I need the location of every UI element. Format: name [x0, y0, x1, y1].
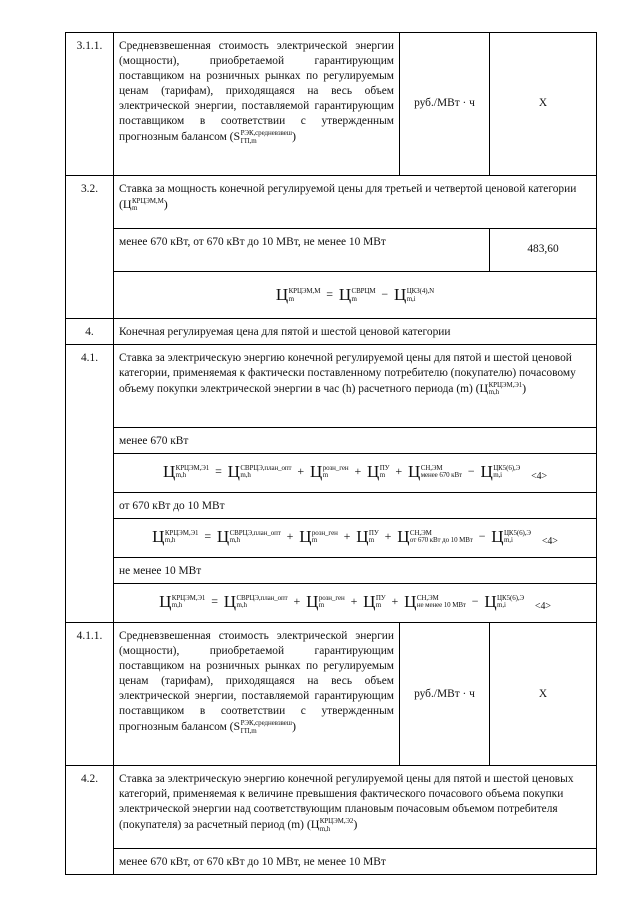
band-row: [66, 493, 597, 519]
row-number: 3.1.1.: [66, 33, 114, 176]
value-cell: 483,60: [490, 229, 597, 272]
description-text: Ставка за электрическую энергию конечной регулируемой цены для пятой и шестой ценовых категорий, применяемая к величине превышения фактического почасового объема покупки электрической энергии над соответствующим плановым почасовым объемом потребителя (покупателя) за расчетный период (m): [119, 773, 574, 832]
description-text: Средневзвешенная стоимость электрической энергии (мощности), приобретаемой гарантирующим поставщиком на розничных рынках по регулируемым ценам (тарифам), приходящаяся на весь объем электрической энергии, поставляемой гарантирующим поставщиком в соответствии с утвержденным прогнозным балансом: [119, 630, 394, 734]
formula-cell: [114, 272, 597, 319]
value-cell: X: [490, 33, 597, 176]
band-row: [66, 558, 597, 584]
band-label: от 670 кВт до 10 МВт: [114, 493, 597, 519]
description-text: Средневзвешенная стоимость электрической энергии (мощности), приобретаемой гарантирующим поставщиком на розничных рынках по регулируемым ценам (тарифам), приходящаяся на весь объем электрической энергии, поставляемой гарантирующим поставщиком в соответствии с утвержденным прогнозным балансом: [119, 40, 394, 144]
band-label: не менее 10 МВт: [114, 558, 597, 584]
row-4-2: [66, 766, 597, 849]
row-4-1: [66, 345, 597, 428]
formula-cell: [114, 584, 597, 623]
row-3-1-1: [66, 33, 597, 176]
row-4-1-1: [66, 623, 597, 766]
formula-cell: [114, 454, 597, 493]
band-row: [66, 428, 597, 454]
formula-energy-band-3: Ц КРЦЭМ,Э1 m,h = Ц СВРЦЭ,план_опт m,h + Ц розн_ген m + Ц ПУ m + Ц СН,ЭМ не менее 10 МВт − Ц ЦК5(6),Э m,i $_{<4>}$: [159, 592, 551, 613]
band-formula-row: [66, 584, 597, 623]
unit-cell: руб./МВт · ч: [400, 623, 490, 766]
row-3-2-band: [66, 229, 597, 272]
unit-cell: руб./МВт · ч: [400, 33, 490, 176]
symbol-price-capacity: (Ц КРЦЭМ,М m ): [119, 196, 168, 213]
value-cell: X: [490, 623, 597, 766]
band-label: менее 670 кВт: [114, 428, 597, 454]
row-3-2: [66, 176, 597, 229]
row-3-2-formula: [66, 272, 597, 319]
symbol-price-energy-e1: (Ц КРЦЭМ,Э1 m,h ): [475, 381, 527, 397]
row-number: 4.1.1.: [66, 623, 114, 766]
band-label: менее 670 кВт, от 670 кВт до 10 МВт, не менее 10 МВт: [114, 229, 490, 272]
symbol-s-gp: (S РЭК,средневзвеш ГП,m ): [229, 719, 296, 735]
band-formula-row: [66, 519, 597, 558]
row-number: 4.: [66, 319, 114, 345]
formula-energy-band-2: Ц КРЦЭМ,Э1 m,h = Ц СВРЦЭ,план_опт m,h + Ц розн_ген m + Ц ПУ m + Ц СН,ЭМ от 670 кВт до 10 МВт − Ц ЦК5(6),Э m,i $_{<4>}$: [152, 527, 558, 548]
description-text: Ставка за мощность конечной регулируемой цены для третьей и четвертой ценовой категории: [119, 183, 577, 195]
row-description: [114, 623, 400, 766]
row-description: [114, 33, 400, 176]
description-text: Ставка за электрическую энергию конечной регулируемой цены для пятой и шестой ценовой категории, применяемая к фактически поставленному потребителю (покупателю) почасовому объему покупки электрической энергии в час (h) расчетного периода (m): [119, 352, 576, 396]
formula-cell: [114, 519, 597, 558]
band-label: менее 670 кВт, от 670 кВт до 10 МВт, не менее 10 МВт: [114, 849, 597, 875]
tariff-table: [65, 32, 597, 875]
formula-energy-band-1: Ц КРЦЭМ,Э1 m,h = Ц СВРЦЭ,план_опт m,h + Ц розн_ген m + Ц ПУ m + Ц СН,ЭМ менее 670 кВт − Ц ЦК5(6),Э m,i $_{<4>}$: [162, 462, 548, 482]
formula-capacity: Ц КРЦЭМ,М m = Ц СВРЦМ m − Ц ЦКЗ(4),N m,i: [275, 285, 435, 305]
row-4: [66, 319, 597, 345]
row-description: [114, 766, 597, 849]
row-description: [114, 345, 597, 428]
band-formula-row: [66, 454, 597, 493]
row-number: 3.2.: [66, 176, 114, 319]
row-number: 4.1.: [66, 345, 114, 623]
symbol-s-gp: (S РЭК,средневзвеш ГП,m ): [229, 129, 296, 145]
row-4-2-band: [66, 849, 597, 875]
symbol-price-energy-e2: (Ц КРЦЭМ,Э2 m,h ): [306, 817, 358, 833]
row-description: Конечная регулируемая цена для пятой и шестой ценовой категории: [114, 319, 597, 345]
row-description: [114, 176, 597, 229]
row-number: 4.2.: [66, 766, 114, 875]
